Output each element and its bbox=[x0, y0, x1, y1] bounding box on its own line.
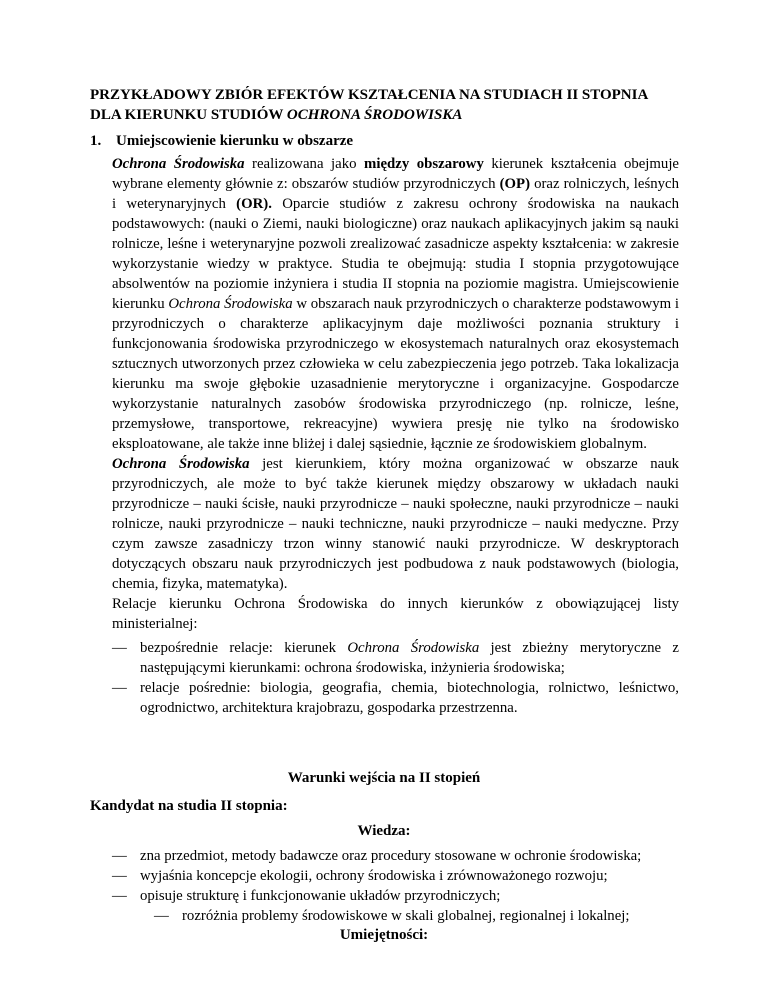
relation-1-italic: Ochrona Środowiska bbox=[347, 640, 480, 656]
candidate-label: Kandydat na studia II stopnia: bbox=[90, 798, 288, 814]
section-1-number: 1. bbox=[90, 133, 102, 149]
list-item: — relacje pośrednie: biologia, geografia, chemia, biotechnologia, rolnictwo, leśnictwo, ogrodnictwo, architektura krajobrazu, gospodarka przestrzenna. bbox=[112, 678, 679, 718]
paragraph-2 bbox=[112, 454, 679, 594]
p1-bold-term: między obszarowy bbox=[364, 156, 484, 172]
p1-text-d: Oparcie studiów z zakresu ochrony środowiska na naukach podstawowych: (nauki o Ziemi, nauki biologiczne) oraz naukach aplikacyjnych jakim są nauki rolnicze, leśne i weterynaryjne pozwoli zrealizować zasadnicze aspekty kształcenia: w zakresie wykorzystanie wiedzy w praktyce. Studia te obejmują: studia I stopnia przygotowujące absolwentów na poziomie inżyniera i studia II stopnia na poziomie magistra. Umiejscowienie kierunku bbox=[112, 196, 680, 312]
title-line-2-italic: OCHRONA ŚRODOWISKA bbox=[286, 107, 463, 123]
list-item bbox=[112, 638, 679, 678]
list-item: — opisuje strukturę i funkcjonowanie układów przyrodniczych; bbox=[112, 886, 692, 906]
paragraph-1 bbox=[112, 154, 679, 454]
document-title bbox=[90, 85, 690, 125]
section-1-title: Umiejscowienie kierunku w obszarze bbox=[116, 133, 354, 149]
p1-term: Ochrona Środowiska bbox=[112, 156, 245, 172]
title-line-2-prefix: DLA KIERUNKU STUDIÓW bbox=[90, 107, 287, 123]
umiejetnosci-heading: Umiejętności: bbox=[339, 927, 429, 943]
wiedza-list bbox=[112, 846, 692, 926]
title-line-2 bbox=[90, 105, 690, 125]
title-line-1: PRZYKŁADOWY ZBIÓR EFEKTÓW KSZTAŁCENIA NA STUDIACH II STOPNIA bbox=[90, 87, 649, 103]
p2-text: jest kierunkiem, który można organizować w obszarze nauk przyrodniczych, ale może to być także kierunek między obszarowy w układach nauki przyrodnicze – nauki ścisłe, nauki przyrodnicze – nauki społeczne, nauki przyrodnicze – nauki rolnicze, nauki przyrodnicze – nauki techniczne, nauki przyrodnicze – nauki medyczne. Przy czym zawsze zasadniczy trzon winny stanowić nauki przyrodnicze. W deskryptorach dotyczących obszaru nauk przyrodniczych jest podbudowa z nauk podstawowych (biologia, chemia, fizyka, matematyka). bbox=[112, 456, 679, 592]
section-1-body bbox=[112, 154, 679, 718]
p1-or-abbr: (OR). bbox=[236, 196, 272, 212]
paragraph-3: Relacje kierunku Ochrona Środowiska do innych kierunków z obowiązującej listy ministerialnej: bbox=[112, 596, 679, 632]
p1-text-e: w obszarach nauk przyrodniczych o charakterze podstawowym i przyrodniczych o charakterze aplikacyjnym daje możliwości poznania struktury i funkcjonowania środowiska przyrodniczego w ekosystemach naturalnych oraz ekosystemach sztucznych utworzonych przez człowieka w celu zabezpieczenia jego potrzeb. Taka lokalizacja kierunku ma swoje głębokie uzasadnienie merytoryczne i organizacyjne. Gospodarcze wykorzystanie naturalnych zasobów środowiska przyrodniczego (np. rolnicze, leśne, przemysłowe, transportowe, rekreacyjne) wywiera presję nie tylko na środowisko eksploatowane, ale także inne bliżej i dalej sąsiednie, łącznie ze środowiskiem globalnym. bbox=[112, 296, 679, 452]
p1-text-c: oraz rolniczych, leśnych i weterynaryjnych bbox=[112, 176, 680, 212]
list-item: — wyjaśnia koncepcje ekologii, ochrony środowiska i zrównoważonego rozwoju; bbox=[112, 866, 692, 886]
section-1-heading bbox=[90, 132, 353, 151]
p1-italic-term: Ochrona Środowiska bbox=[168, 296, 293, 312]
entry-conditions-heading: Warunki wejścia na II stopień bbox=[287, 770, 481, 786]
p1-text-b: kierunek kształcenia obejmuje wybrane elementy głównie z: obszarów studiów przyrodniczych bbox=[112, 156, 680, 192]
list-item: — zna przedmiot, metody badawcze oraz procedury stosowane w ochronie środowiska; bbox=[112, 846, 692, 866]
p1-op-abbr: (OP) bbox=[499, 176, 530, 192]
relation-1-text-b: jest zbieżny merytoryczne z następującymi kierunkami: ochrona środowiska, inżynieria środowiska; bbox=[140, 640, 679, 676]
relation-1-text-a: bezpośrednie relacje: kierunek bbox=[140, 640, 348, 656]
relations-list bbox=[112, 638, 679, 718]
list-item: — rozróżnia problemy środowiskowe w skali globalnej, regionalnej i lokalnej; bbox=[154, 906, 692, 926]
wiedza-heading: Wiedza: bbox=[357, 823, 411, 839]
p2-term: Ochrona Środowiska bbox=[112, 456, 250, 472]
p1-text-a: realizowana jako bbox=[244, 156, 365, 172]
